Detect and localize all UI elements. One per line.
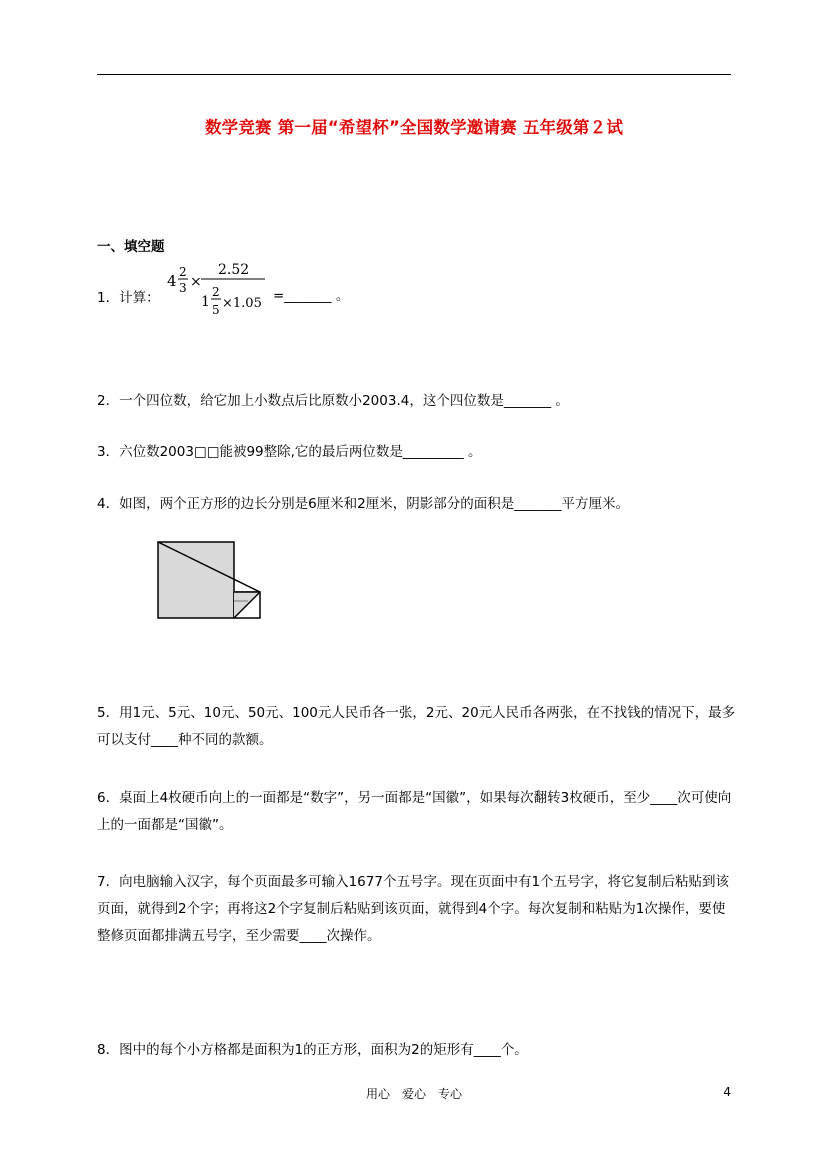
- question-6: 6．桌面上4枚硬币向上的一面都是“数字”，另一面都是“国徽”，如果每次翻转3枚硬币，至少____次可使向上的一面都是“国徽”。: [97, 790, 732, 833]
- expr-num: 2: [179, 265, 187, 279]
- expr-times2: ×1.05: [222, 296, 262, 311]
- question-3: 3．六位数2003□□能被99整除,它的最后两位数是_________ 。: [97, 444, 482, 460]
- question-5: 5．用1元、5元、10元、50元、100元人民币各一张，2元、20元人民币各两张，在不找钱的情况下，最多可以支付____种不同的款额。: [97, 705, 736, 748]
- expr-top: 2.52: [218, 262, 250, 278]
- question-1-prefix: 1．计算：: [97, 290, 160, 306]
- section-heading: 一、填空题: [97, 239, 165, 255]
- question-8: 8．图中的每个小方格都是面积为1的正方形，面积为2的矩形有____个。: [97, 1042, 528, 1058]
- question-1-answer-blank: =_______ 。: [273, 288, 350, 304]
- expr-mixed-whole: 1: [201, 294, 210, 310]
- expr-times: ×: [190, 274, 202, 290]
- question-2: 2．一个四位数，给它加上小数点后比原数小2003.4，这个四位数是_______ 。: [97, 393, 569, 409]
- question-1-expression: [163, 260, 443, 320]
- header-rule: [97, 74, 731, 75]
- expr-whole: 4: [167, 272, 177, 290]
- question-4-figure: [157, 541, 267, 627]
- expr-den: 3: [179, 281, 187, 295]
- question-4: 4．如图，两个正方形的边长分别是6厘米和2厘米，阴影部分的面积是_______平方厘米。: [97, 496, 630, 512]
- page-number: 4: [723, 1085, 731, 1099]
- footer-motto: 用心 爱心 专心: [365, 1087, 462, 1101]
- page-title: 数学竞赛 第一届“希望杯”全国数学邀请赛 五年级第２试: [204, 118, 624, 137]
- expr-mixed-den: 5: [212, 303, 220, 317]
- question-7: 7．向电脑输入汉字，每个页面最多可输入1677个五号字。现在页面中有1个五号字，将它复制后粘贴到该页面，就得到2个字；再将这2个字复制后粘贴到该页面，就得到4个字。每次复制和粘贴为1次操作，要使整修页面都排满五号字，至少需要____次操作。: [97, 874, 730, 944]
- expr-mixed-num: 2: [212, 285, 220, 299]
